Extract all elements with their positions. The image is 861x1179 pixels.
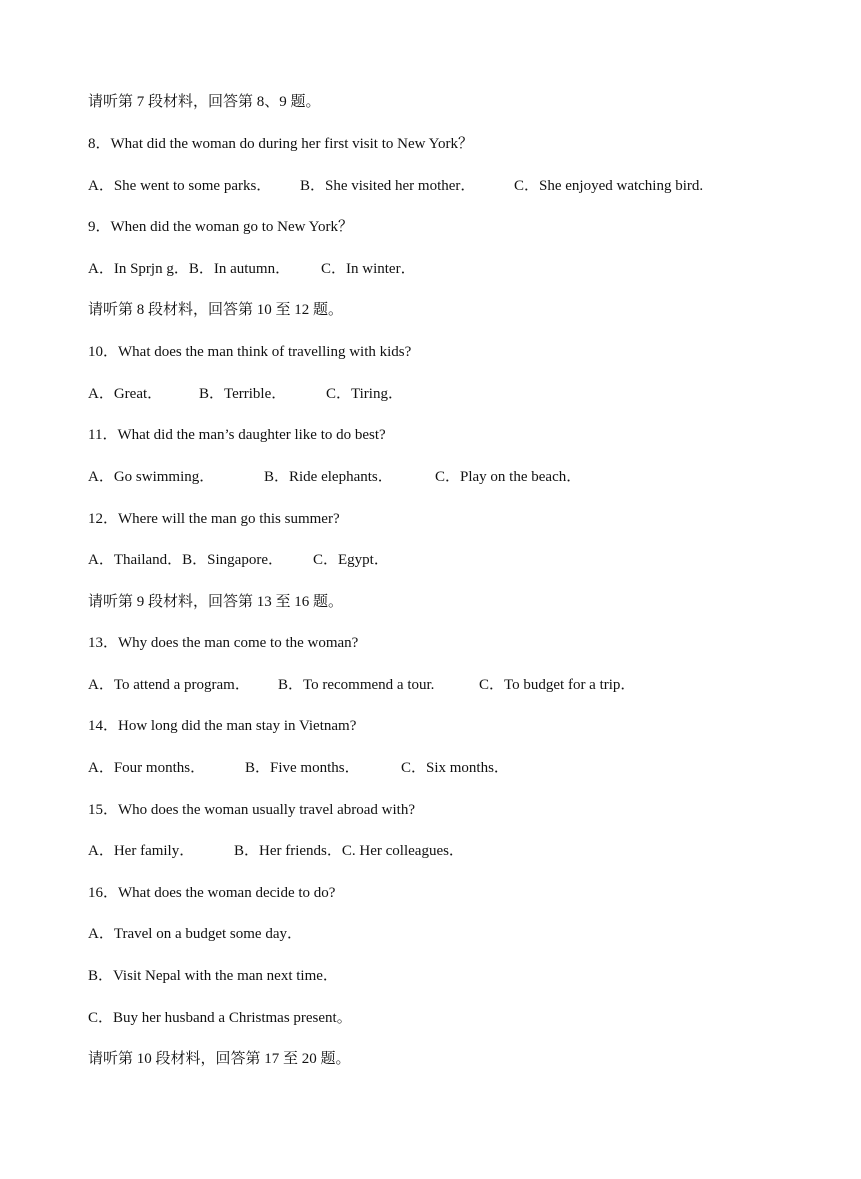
option-14-a: A．Four months． [88, 760, 206, 776]
option-16-a: A．Travel on a budget some day． [88, 926, 302, 942]
section-instruction-9: 请听第 9 段材料，回答第 13 至 16 题。 [88, 594, 344, 610]
question-8: 8．What did the woman do during her first visit to New York？ [88, 136, 473, 152]
option-12-c: C．Egypt． [313, 552, 389, 568]
option-11-a: A．Go swimming． [88, 469, 215, 485]
options-11 [88, 466, 582, 488]
question-12: 12．Where will the man go this summer? [88, 511, 340, 527]
options-12 [88, 549, 389, 571]
question-13: 13．Why does the man come to the woman? [88, 635, 359, 651]
question-10: 10．What does the man think of travelling with kids? [88, 344, 412, 360]
option-16-b: B．Visit Nepal with the man next time． [88, 968, 338, 984]
question-11: 11．What did the man’s daughter like to do best? [88, 427, 386, 443]
options-8 [88, 175, 704, 197]
option-10-b: B．Terrible． [199, 386, 287, 402]
option-10-a: A．Great． [88, 386, 163, 402]
option-15-a: A．Her family． [88, 843, 195, 859]
section-instruction-10: 请听第 10 段材料，回答第 17 至 20 题。 [88, 1051, 351, 1067]
option-10-c: C．Tiring． [326, 386, 403, 402]
option-9-ab: A．In Sprjn g．B．In autumn． [88, 261, 291, 277]
question-9: 9．When did the woman go to New York？ [88, 219, 353, 235]
section-instruction-7: 请听第 7 段材料，回答第 8、9 题。 [88, 94, 321, 110]
option-13-c: C．To budget for a trip． [479, 677, 636, 693]
option-15-bc: B．Her friends．C. Her colleagues． [234, 843, 464, 859]
options-13 [88, 674, 636, 696]
option-8-c: C．She enjoyed watching bird. [514, 178, 704, 194]
option-13-b: B．To recommend a tour. [278, 677, 435, 693]
question-14: 14．How long did the man stay in Vietnam? [88, 718, 357, 734]
option-11-b: B．Ride elephants． [264, 469, 393, 485]
option-11-c: C．Play on the beach． [435, 469, 582, 485]
question-15: 15．Who does the woman usually travel abroad with? [88, 802, 415, 818]
option-12-ab: A．Thailand．B．Singapore． [88, 552, 283, 568]
option-9-c: C．In winter． [321, 261, 416, 277]
option-8-b: B．She visited her mother． [300, 178, 476, 194]
option-14-c: C．Six months． [401, 760, 509, 776]
option-8-a: A．She went to some parks． [88, 178, 272, 194]
option-16-c: C．Buy her husband a Christmas present。 [88, 1010, 352, 1026]
option-14-b: B．Five months． [245, 760, 360, 776]
option-13-a: A．To attend a program． [88, 677, 250, 693]
options-10 [88, 383, 403, 405]
options-14 [88, 757, 509, 779]
question-16: 16．What does the woman decide to do? [88, 885, 336, 901]
options-9 [88, 258, 416, 280]
options-15 [88, 840, 464, 862]
section-instruction-8: 请听第 8 段材料，回答第 10 至 12 题。 [88, 302, 344, 318]
